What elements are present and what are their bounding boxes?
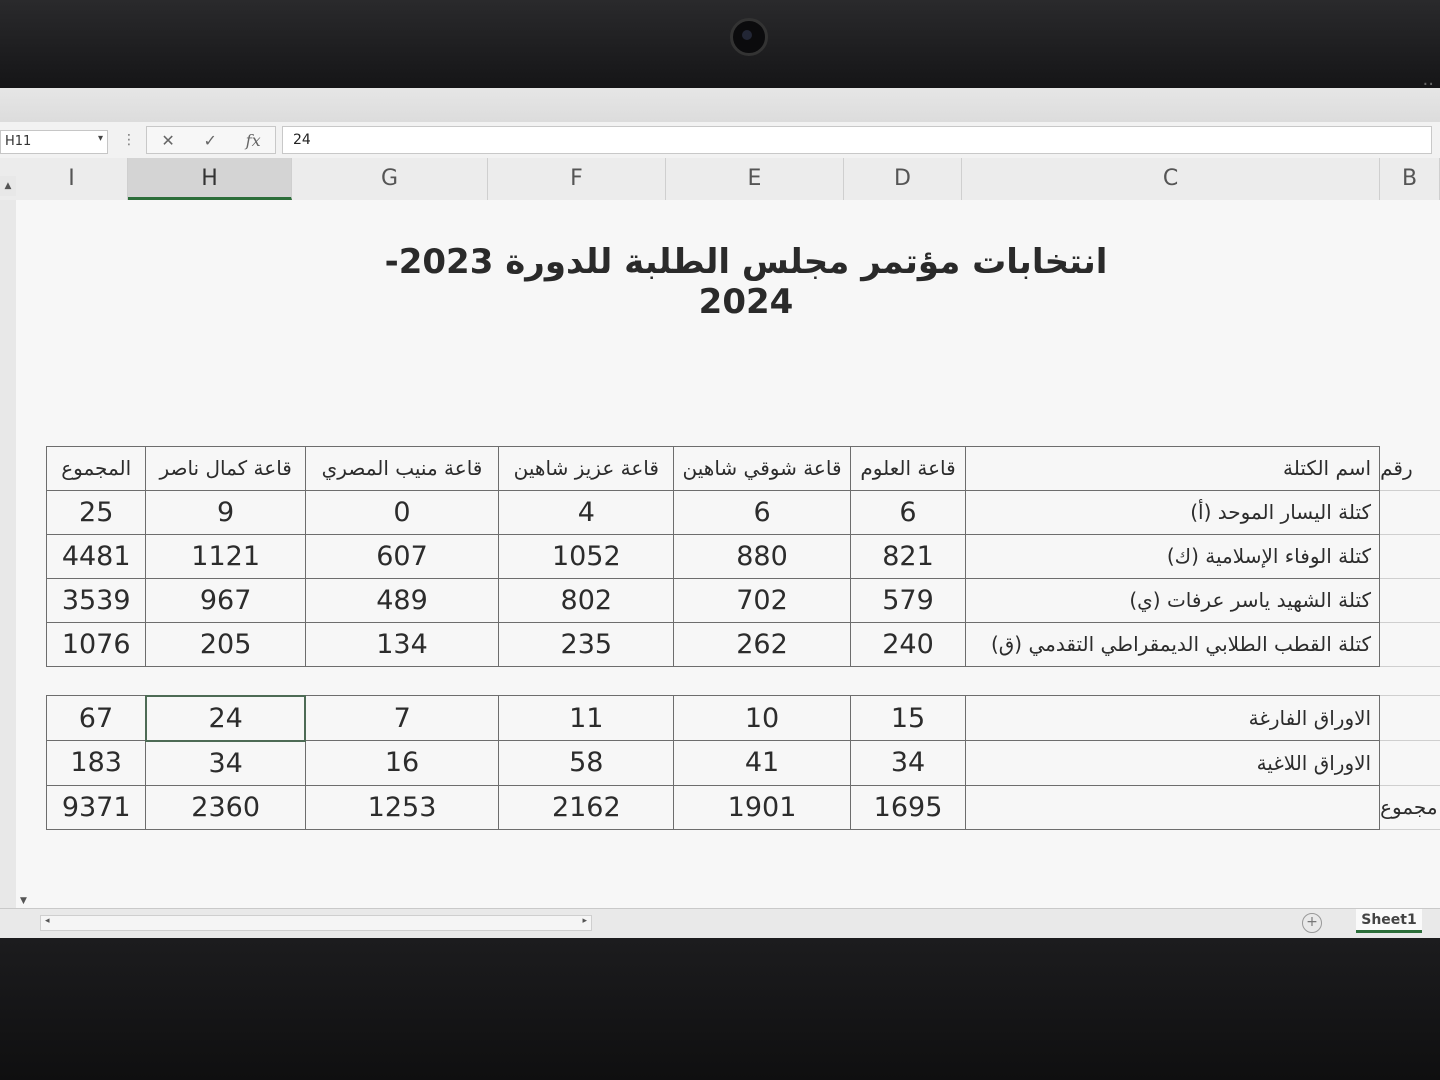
column-header-c[interactable]: C: [962, 158, 1380, 200]
cell-value[interactable]: 10: [674, 696, 850, 741]
scroll-up-icon[interactable]: ▲: [0, 176, 16, 196]
cell-value[interactable]: 41: [674, 741, 850, 786]
cell-sum-label[interactable]: [966, 785, 1380, 829]
cell-value[interactable]: 6: [850, 490, 966, 534]
cell-value[interactable]: 1901: [674, 785, 850, 829]
cell-value[interactable]: 489: [305, 578, 498, 622]
table-row: [47, 741, 1440, 786]
add-sheet-icon[interactable]: +: [1302, 913, 1322, 933]
column-header-f[interactable]: F: [488, 158, 666, 200]
header-bloc-name[interactable]: اسم الكتلة: [966, 447, 1380, 491]
cell-number[interactable]: [1380, 741, 1440, 786]
name-box[interactable]: [0, 130, 108, 154]
formula-bar: [0, 122, 1440, 159]
cell-paper-label[interactable]: الاوراق الفارغة: [966, 696, 1380, 741]
scroll-left-icon[interactable]: ◂: [45, 916, 50, 926]
cell-value[interactable]: 16: [305, 741, 498, 786]
webcam-icon: [730, 18, 768, 56]
cell-bloc-name[interactable]: كتلة اليسار الموحد (أ): [966, 490, 1380, 534]
cell-bloc-name[interactable]: كتلة الوفاء الإسلامية (ك): [966, 534, 1380, 578]
cell-total[interactable]: 3539: [47, 578, 146, 622]
sheet-grid[interactable]: [16, 200, 1440, 908]
cell-number[interactable]: [1380, 490, 1440, 534]
column-header-g[interactable]: G: [292, 158, 488, 200]
insert-function-icon[interactable]: fx: [245, 130, 261, 150]
cell-number[interactable]: [1380, 696, 1440, 741]
cell-total[interactable]: 4481: [47, 534, 146, 578]
cell-value[interactable]: 7: [305, 696, 498, 741]
chevron-down-icon[interactable]: ▾: [97, 133, 103, 144]
cell-sum-label[interactable]: مجموع: [1380, 785, 1440, 829]
excel-window: [0, 74, 1440, 938]
laptop-bezel-bottom: [0, 938, 1440, 1080]
sheet-title[interactable]: انتخابات مؤتمر مجلس الطلبة للدورة 2023-2024: [384, 242, 1108, 322]
sheet-tab[interactable]: Sheet1: [1356, 909, 1422, 933]
cell-value[interactable]: 1695: [850, 785, 966, 829]
formula-input[interactable]: 24: [282, 126, 1432, 154]
cell-bloc-name[interactable]: كتلة القطب الطلابي الديمقراطي التقدمي (ق): [966, 622, 1380, 666]
cell-value[interactable]: 880: [674, 534, 850, 578]
cell-value[interactable]: 0: [305, 490, 498, 534]
column-header-e[interactable]: E: [666, 158, 844, 200]
cell-value[interactable]: 2360: [146, 785, 306, 829]
table-row: [47, 785, 1440, 829]
scroll-down-icon[interactable]: ▼: [20, 896, 27, 906]
table-header-row: [47, 447, 1440, 491]
cell-value[interactable]: 6: [674, 490, 850, 534]
cell-number[interactable]: [1380, 534, 1440, 578]
header-number[interactable]: رقم: [1380, 447, 1440, 491]
cell-value[interactable]: 802: [499, 578, 674, 622]
cell-value[interactable]: 2162: [499, 785, 674, 829]
cell-total[interactable]: 67: [47, 696, 146, 741]
sheet-tabs-bar: [0, 908, 1440, 939]
cell-value[interactable]: 11: [499, 696, 674, 741]
ribbon-strip: [0, 74, 1440, 123]
empty-cell[interactable]: [1380, 666, 1440, 696]
scroll-right-icon[interactable]: ▸: [582, 916, 587, 926]
cancel-icon[interactable]: ✕: [161, 130, 175, 150]
cell-grand-total[interactable]: 9371: [47, 785, 146, 829]
spacer-row: [47, 666, 1440, 696]
table-row: [47, 490, 1440, 534]
header-total[interactable]: المجموع: [47, 447, 146, 491]
formula-buttons: [146, 126, 276, 154]
cell-value[interactable]: 702: [674, 578, 850, 622]
row-headers: [0, 200, 17, 910]
cell-value[interactable]: 9: [146, 490, 306, 534]
cell-number[interactable]: [1380, 622, 1440, 666]
cell-value[interactable]: 235: [499, 622, 674, 666]
header-hall-munib-masri[interactable]: قاعة منيب المصري: [305, 447, 498, 491]
cell-value[interactable]: 34: [146, 741, 306, 786]
column-header-b[interactable]: B: [1380, 158, 1440, 200]
cell-number[interactable]: [1380, 578, 1440, 622]
cell-value[interactable]: 240: [850, 622, 966, 666]
drag-handle-icon[interactable]: ⋮: [122, 132, 136, 148]
cell-paper-label[interactable]: الاوراق اللاغية: [966, 741, 1380, 786]
cell-value[interactable]: 58: [499, 741, 674, 786]
results-table: [46, 446, 1440, 830]
cell-value[interactable]: 15: [850, 696, 966, 741]
name-box-value: H11: [5, 134, 32, 149]
header-hall-shawki-shaheen[interactable]: قاعة شوقي شاهين: [674, 447, 850, 491]
header-hall-aziz-shaheen[interactable]: قاعة عزيز شاهين: [499, 447, 674, 491]
table-row: [47, 622, 1440, 666]
cell-value[interactable]: 607: [305, 534, 498, 578]
cell-total[interactable]: 183: [47, 741, 146, 786]
laptop-bezel-top: [0, 0, 1440, 92]
cell-value[interactable]: 579: [850, 578, 966, 622]
cell-value[interactable]: 134: [305, 622, 498, 666]
enter-icon[interactable]: ✓: [203, 130, 217, 150]
empty-cell[interactable]: [47, 666, 1380, 696]
cell-total[interactable]: 25: [47, 490, 146, 534]
table-row: [47, 578, 1440, 622]
table-row: [47, 696, 1440, 741]
table-row: [47, 534, 1440, 578]
header-hall-sciences[interactable]: قاعة العلوم: [850, 447, 966, 491]
column-headers: [0, 158, 1440, 201]
cell-value[interactable]: 821: [850, 534, 966, 578]
cell-total[interactable]: 1076: [47, 622, 146, 666]
column-header-d[interactable]: D: [844, 158, 962, 200]
cell-value[interactable]: 967: [146, 578, 306, 622]
cell-selected[interactable]: 24: [146, 696, 306, 741]
cell-value[interactable]: 4: [499, 490, 674, 534]
horizontal-scrollbar[interactable]: [40, 915, 592, 931]
cell-value[interactable]: 262: [674, 622, 850, 666]
column-header-i[interactable]: I: [16, 158, 128, 200]
cell-value[interactable]: 34: [850, 741, 966, 786]
cell-value[interactable]: 1121: [146, 534, 306, 578]
column-header-h[interactable]: H: [128, 158, 292, 200]
cell-bloc-name[interactable]: كتلة الشهيد ياسر عرفات (ي): [966, 578, 1380, 622]
cell-value[interactable]: 1253: [305, 785, 498, 829]
header-hall-kamal-nasser[interactable]: قاعة كمال ناصر: [146, 447, 306, 491]
cell-value[interactable]: 205: [146, 622, 306, 666]
more-options-icon[interactable]: ··: [1422, 74, 1434, 95]
cell-value[interactable]: 1052: [499, 534, 674, 578]
